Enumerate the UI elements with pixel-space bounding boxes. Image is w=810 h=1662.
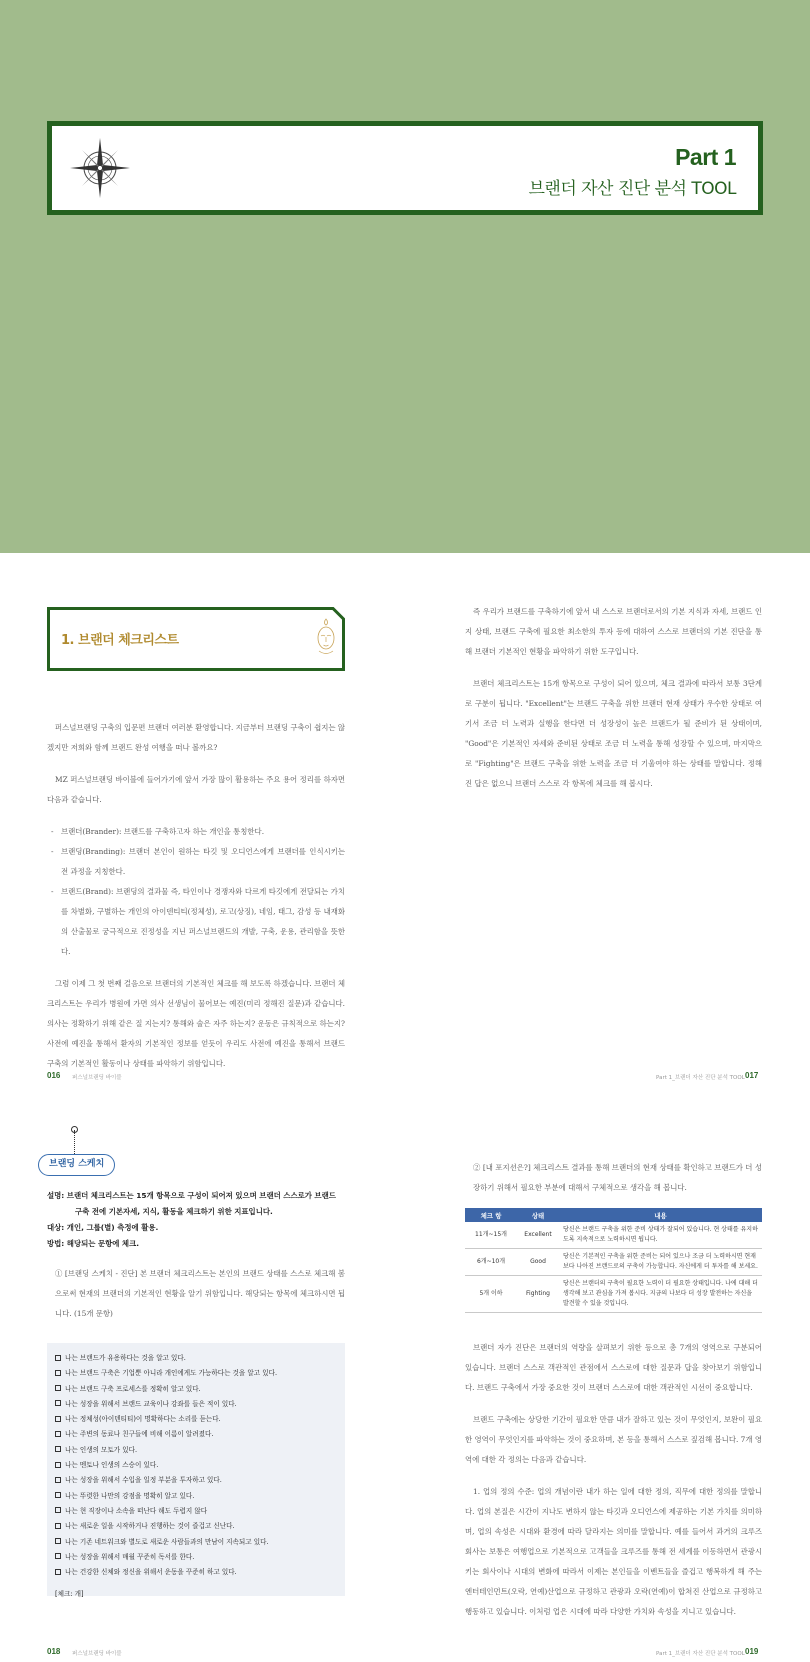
grade-table — [465, 1208, 762, 1313]
table-cell: 당신은 브랜드 구축을 위한 준비 상태가 잘되어 있습니다. 현 상태를 유지하도록 지속적으로 노력하시면 됩니다. — [559, 1222, 762, 1249]
table-header-row — [465, 1208, 762, 1222]
table-row — [465, 1249, 762, 1276]
checkbox-icon[interactable] — [55, 1416, 61, 1422]
checklist-item[interactable]: 나는 브랜드 구축은 기업뿐 아니라 개인에게도 가능하다는 것을 알고 있다. — [55, 1366, 337, 1381]
assessment-paragraph: 브랜더 자가 진단은 브랜더의 역량을 살펴보기 위한 등으로 총 7개의 영역으로 구분되어 있습니다. 브랜더 스스로 객관적인 관점에서 스스로에 대한 질문과 답을 찾아보기 위함입니다. 브랜드 구축에서 가장 중요한 것이 브랜더 스스로에 대한 객관적인 시선이 중요합니다. — [465, 1343, 762, 1392]
page-number: 019 — [745, 1647, 759, 1656]
terms-list — [47, 822, 345, 962]
grading-paragraph: 브랜더 체크리스트는 15개 항목으로 구성이 되어 있으며, 체크 결과에 따라서 보통 3단계로 구분이 됩니다. "Excellent"는 브랜드 구축을 위한 브랜더 현재 상태가 우수한 상태로 여기서 조금 더 노력과 실행을 한다면 더 성장성이 높은 브랜드가 될 준비가 된 상태이며, "Good"은 기본적인 자세와 준비된 상태로 조금 더 노력을 통해 성장할 수 있으며, 마지막으로 "Fighting"은 브랜드 구축을 위한 노력을 조금 더 기울여야 하는 상태를 말합니다. 정해진 답은 없으니 브랜더 스스로 각 항목에 체크를 해 봅시다. — [465, 679, 762, 788]
checklist-item[interactable]: 나는 주변의 동료나 친구들에 비해 이름이 알려졌다. — [55, 1427, 337, 1442]
checklist-item[interactable]: 나는 새로운 일을 시작하거나 진행하는 것이 즐겁고 신난다. — [55, 1519, 337, 1534]
checklist-item[interactable]: 나는 인생의 모토가 있다. — [55, 1443, 337, 1458]
checkbox-icon[interactable] — [55, 1538, 61, 1544]
page-016-body — [47, 718, 345, 1074]
section-title-box — [47, 607, 345, 671]
description-line: 설명: 브랜더 체크리스트는 15개 항목으로 구성이 되어져 있으며 브랜더 스스로가 브랜드 — [47, 1191, 336, 1200]
checkbox-icon[interactable] — [55, 1462, 61, 1468]
checklist-description — [47, 1188, 345, 1324]
part-title-box — [47, 121, 763, 215]
method-line: 방법: 해당되는 문항에 체크. — [47, 1239, 140, 1248]
compass-icon — [68, 136, 132, 200]
table-header: 체크 항 — [465, 1208, 517, 1222]
instruction-paragraph: ① [브랜딩 스케치 - 진단] 본 브랜더 체크리스트는 본인의 브랜드 상태를 스스로 체크해 봄으로써 현재의 브랜더의 기본적인 현황을 알기 위함입니다. 해당되는 항목에 체크하시면 됩니다. (15개 문항) — [55, 1269, 346, 1318]
closing-paragraph: 그럼 이제 그 첫 번째 걸음으로 브랜더의 기본적인 체크를 해 보도록 하겠습니다. 브랜더 체크리스트는 우리가 병원에 가면 의사 선생님이 물어보는 예진(미리 정해진 질문)과 같습니다. 의사는 정확하기 위해 같은 질 지는지? 통해와 술은 자주 하는지? 운동은 규칙적으로 하는지? 사전에 예진을 통해서 환자의 기본적인 정보를 얻듯이 우리도 사전에 예진을 통해서 브랜드 구축의 기본적인 활동이나 상태를 파악하기 위함입니다. — [47, 979, 345, 1068]
checkbox-icon[interactable] — [55, 1370, 61, 1376]
checklist-item[interactable]: 나는 뚜렷한 나만의 강점을 명확히 알고 있다. — [55, 1489, 337, 1504]
check-count-field[interactable]: [체크: 개] — [55, 1590, 84, 1599]
badge-connector — [74, 1130, 75, 1154]
target-line: 대상: 개인, 그룹(별) 측정에 활용. — [47, 1223, 159, 1232]
table-header: 내용 — [559, 1208, 762, 1222]
checklist-box — [47, 1343, 345, 1599]
table-header: 상태 — [517, 1208, 559, 1222]
checkbox-icon[interactable] — [55, 1553, 61, 1559]
page-019-body — [465, 1338, 762, 1622]
checkbox-icon[interactable] — [55, 1446, 61, 1452]
running-title: 퍼스널브랜딩 바이블 — [72, 1651, 122, 1657]
tool-paragraph: 즉 우리가 브랜드를 구축하기에 앞서 내 스스로 브랜더로서의 기본 지식과 자세, 브랜드 인지 상태, 브랜드 구축에 필요한 최소한의 투자 등에 대하여 스스로 브랜더의 기본 진단을 통해 브랜더 기본적인 현황을 파악하기 위한 도구입니다. — [465, 607, 762, 656]
term-item: - 브랜더(Brander): 브랜드를 구축하고자 하는 개인을 통칭한다. — [51, 822, 345, 842]
section-title: 1. 브랜더 체크리스트 — [61, 633, 179, 648]
checklist-item[interactable]: 나는 멘토나 인생의 스승이 있다. — [55, 1458, 337, 1473]
checkbox-icon[interactable] — [55, 1523, 61, 1529]
table-cell: 당신은 기본적인 구축을 위한 준비는 되어 있으나 조금 더 노력하시면 현재보다 나아진 브랜드로의 구축이 가능합니다. 자신에게 더 투자를 해 보세요. — [559, 1249, 762, 1276]
part-label: Part 1 — [675, 144, 736, 170]
description-line: 구축 전에 기본자세, 지식, 활동을 체크하기 위한 지표입니다. — [75, 1207, 273, 1216]
page-number: 017 — [745, 1071, 759, 1080]
checklist-item[interactable]: 나는 성장을 위해서 매월 꾸준히 독서를 한다. — [55, 1550, 337, 1565]
checkbox-icon[interactable] — [55, 1431, 61, 1437]
checkbox-icon[interactable] — [55, 1492, 61, 1498]
table-cell: 11개~15개 — [465, 1222, 517, 1249]
part-cover — [0, 0, 810, 553]
checkbox-icon[interactable] — [55, 1355, 61, 1361]
running-title: Part 1_브랜더 자산 진단 분석 TOOL — [656, 1651, 745, 1657]
checklist-item[interactable]: 나는 현 직장이나 소속을 떠난다 해도 두렵지 않다 — [55, 1504, 337, 1519]
definition-paragraph: 1. 업의 정의 수준: 업의 개념이란 내가 하는 일에 대한 정의, 직무에 대한 정의를 말합니다. 업의 본질은 시간이 지나도 변하지 않는 타깃과 오디언스에 제공하는 기본 가치를 의미하며, 업의 속성은 시대와 환경에 따라 달라지는 의미를 말합니다. 예를 들어서 과거의 크루즈 회사는 보통은 여행업으로 기본적으로 고객들을 크루즈를 통해 전 세계를 이동하면서 관광시키는 회사이나 시대의 변화에 따라서 이제는 본인들을 이벤트들을 즐겁고 행복하게 해 주는 엔터테인먼트(오락, 연예)산업으로 규정하고 관광과 오락(연예)이 합쳐진 산업으로 규정하고 행동하고 있습니다. 이처럼 업은 시대에 따라 다양한 가치와 속성을 지니고 있습니다. — [465, 1487, 762, 1616]
checklist-item[interactable]: 나는 정체성(아이덴티티)이 명확하다는 소리를 듣는다. — [55, 1412, 337, 1427]
page-number: 016 — [47, 1071, 61, 1080]
table-cell: 5개 이하 — [465, 1276, 517, 1313]
table-cell: Fighting — [517, 1276, 559, 1313]
checklist-item[interactable]: 나는 기존 네트워크와 별도로 새로운 사람들과의 만남이 지속되고 있다. — [55, 1535, 337, 1550]
term-item: - 브랜드(Brand): 브랜딩의 결과물 즉, 타인이나 경쟁자와 다르게 타깃에게 전달되는 가치를 차별화, 구별하는 개인의 아이덴티티(정체성), 로고(상징), 네임, 태그, 감성 등 내재화의 산출물로 궁극적으로 진정성을 지닌 퍼스널브랜드의 개발, 구축, 운용, 관리함을 뜻한다. — [51, 882, 345, 962]
checklist-item[interactable]: 나는 성장을 위해서 수입을 일정 부분을 투자하고 있다. — [55, 1473, 337, 1488]
page-017-body — [465, 602, 762, 794]
checklist-item[interactable]: 나는 브랜드가 유용하다는 것을 알고 있다. — [55, 1351, 337, 1366]
page-number: 018 — [47, 1647, 61, 1656]
table-cell: Excellent — [517, 1222, 559, 1249]
checkbox-icon[interactable] — [55, 1385, 61, 1391]
checkbox-icon[interactable] — [55, 1477, 61, 1483]
checkbox-icon[interactable] — [55, 1507, 61, 1513]
checklist-item[interactable]: 나는 성장을 위해서 브랜드 교육이나 강좌를 들은 적이 있다. — [55, 1397, 337, 1412]
table-cell: 6개~10개 — [465, 1249, 517, 1276]
checkbox-icon[interactable] — [55, 1569, 61, 1575]
checklist-item[interactable]: 나는 브랜드 구축 프로세스를 정확히 알고 있다. — [55, 1382, 337, 1397]
running-title: 퍼스널브랜딩 바이블 — [72, 1075, 122, 1081]
table-row — [465, 1276, 762, 1313]
step2-paragraph: ② [내 포지션은?] 체크리스트 결과를 통해 브랜더의 현재 상태를 확인하고 브랜드가 더 성장하기 위해서 필요한 부분에 대해서 구체적으로 생각을 해 봅니다. — [473, 1163, 762, 1192]
buddha-face-icon — [315, 617, 337, 657]
table-cell: 당신은 브랜더의 구축이 필요한 노력이 더 필요한 상태입니다. 나에 대해 더 생각해 보고 관심을 가져 봅시다. 지금의 나보다 더 성장 발전하는 자신을 발견할 수 있을 것입니다. — [559, 1276, 762, 1313]
step2-block — [465, 1158, 762, 1198]
running-title: Part 1_브랜더 자산 진단 분석 TOOL — [656, 1075, 745, 1081]
table-row — [465, 1222, 762, 1249]
checklist-item[interactable]: 나는 건강한 신체와 정신을 위해서 운동을 꾸준히 하고 있다. — [55, 1565, 337, 1580]
branding-sketch-badge: 브랜딩 스케치 — [38, 1154, 115, 1176]
table-cell: Good — [517, 1249, 559, 1276]
checkbox-icon[interactable] — [55, 1400, 61, 1406]
term-item: - 브랜딩(Branding): 브랜더 본인이 원하는 타깃 및 오디언스에게 브랜더를 인식시키는 전 과정을 지칭한다. — [51, 842, 345, 882]
terms-intro-paragraph: MZ 퍼스널브랜딩 바이블에 들어가기에 앞서 가장 많이 활용하는 주요 용어 정리를 하자면 다음과 같습니다. — [47, 775, 345, 804]
intro-paragraph: 퍼스널브랜딩 구축의 입문편 브랜더 여러분 환영합니다. 지금부터 브랜딩 구축이 쉽지는 않겠지만 저희와 함께 브랜드 완성 여행을 떠나 볼까요? — [47, 723, 346, 752]
areas-paragraph: 브랜드 구축에는 상당한 기간이 필요한 만큼 내가 잘하고 있는 것이 무엇인지, 보완이 필요한 영역이 무엇인지를 파악하는 것이 중요하며, 본 등을 통해서 스스로 짚검해 봅니다. 7개 영역에 대한 각 정의는 다음과 같습니다. — [465, 1415, 762, 1464]
part-subtitle: 브랜더 자산 진단 분석 TOOL — [528, 179, 736, 199]
